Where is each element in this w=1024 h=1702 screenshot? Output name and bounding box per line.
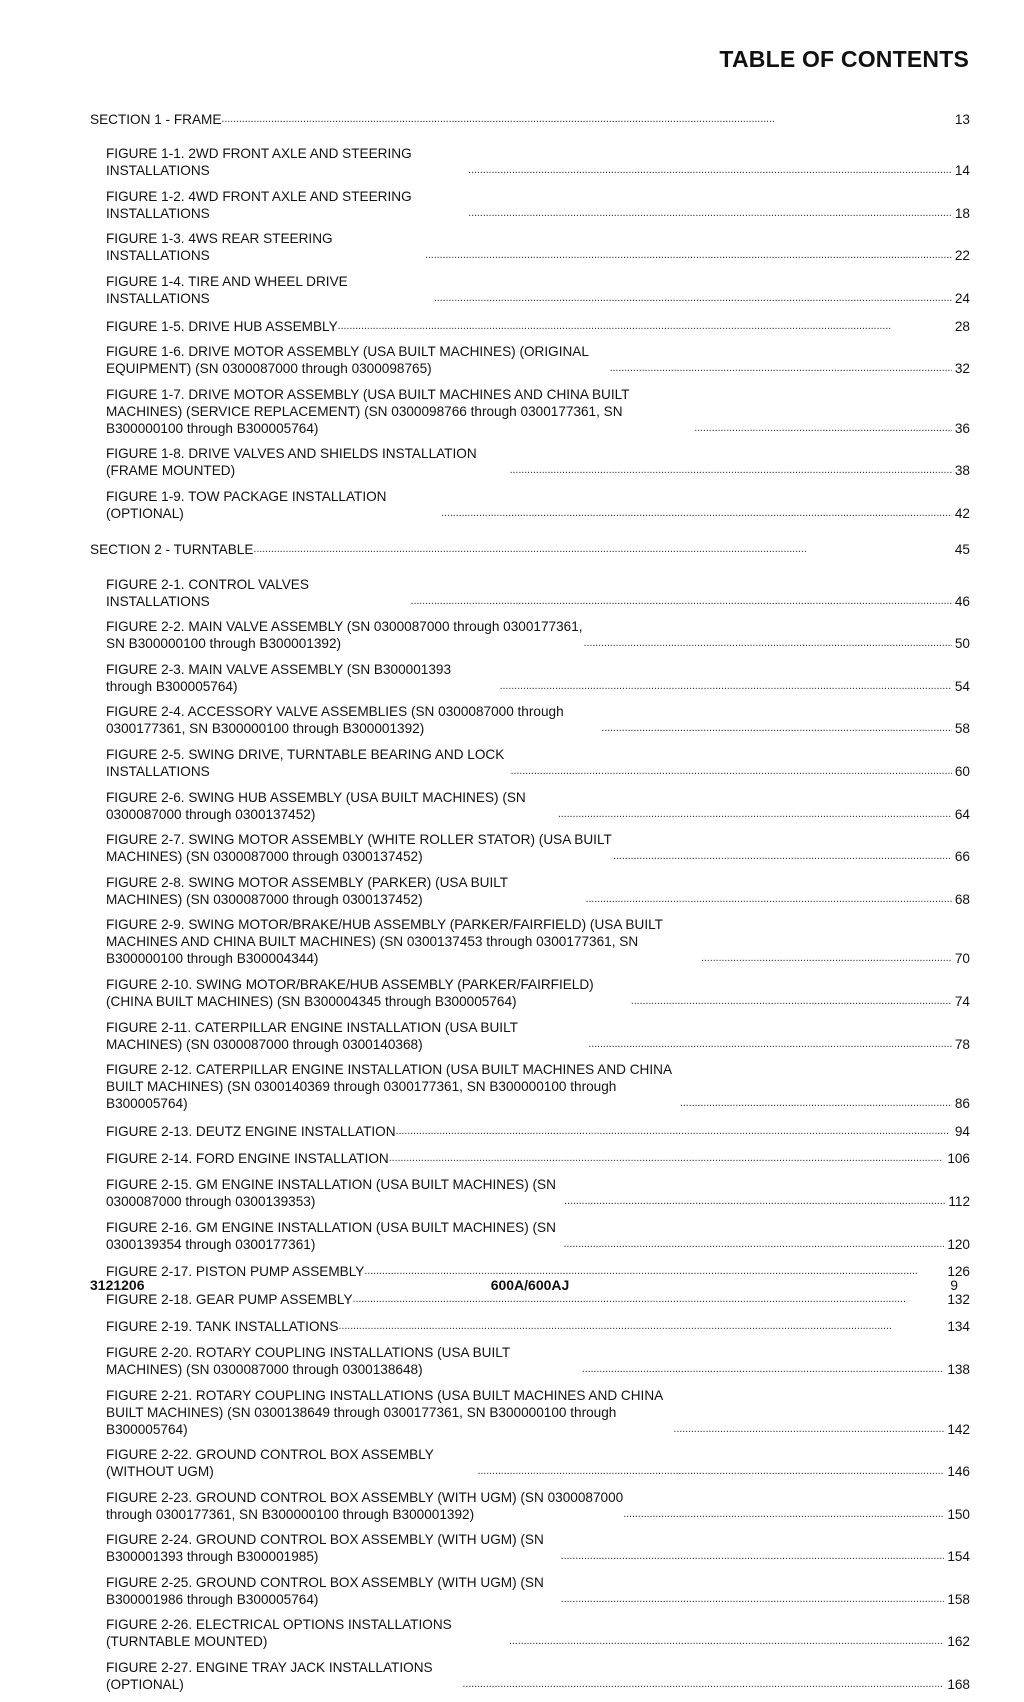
toc-page-number: 38 [954,463,970,479]
toc-entry-title: FIGURE 2-1. CONTROL VALVES INSTALLATIONS [106,576,309,609]
toc-page-number: 70 [954,951,970,967]
toc-page-number: 150 [947,1506,970,1522]
toc-page-number: 158 [947,1591,970,1607]
dot-leader [500,676,952,695]
toc-page-number: 146 [947,1464,970,1480]
dot-leader [564,1191,945,1210]
toc-figure-entry[interactable] [90,1446,970,1480]
toc-figure-entry[interactable] [90,976,970,1010]
toc-entry-title: FIGURE 2-14. FORD ENGINE INSTALLATION [106,1151,389,1167]
dot-leader [511,761,952,780]
toc-entry-title: FIGURE 1-4. TIRE AND WHEEL DRIVE INSTALLATIONS [106,274,348,307]
toc-page-number: 28 [954,318,970,334]
toc-page-number: 58 [954,721,970,737]
toc-figure-entry[interactable] [90,874,970,908]
dot-leader [585,889,951,908]
toc-page-number: 50 [954,636,970,652]
toc-section-entry[interactable] [90,539,970,558]
toc-page-number: 86 [954,1096,970,1112]
toc-page-number: 18 [954,205,970,221]
toc-entry-title: FIGURE 2-17. PISTON PUMP ASSEMBLY [106,1264,365,1280]
toc-page-number: 142 [947,1421,970,1437]
toc-figure-entry[interactable] [90,789,970,823]
dot-leader [468,160,952,179]
toc-entry-title: FIGURE 2-9. SWING MOTOR/BRAKE/HUB ASSEMBLY (PARKER/FAIRFIELD) (USA BUILT MACHINES AND CHINA BUILT MACHINES) (SN 0300137453 through 0300177361, SN B300000100 through B300004344) [106,917,663,967]
toc-entry-title: FIGURE 1-3. 4WS REAR STEERING INSTALLATIONS [106,231,333,264]
dot-leader [434,288,952,307]
dot-leader [221,109,951,128]
dot-leader [623,1504,944,1523]
dot-leader [610,358,952,377]
toc-entry-title: FIGURE 2-2. MAIN VALVE ASSEMBLY (SN 0300087000 through 0300177361, SN B300000100 through B300001392) [106,619,583,652]
toc-figure-entry[interactable] [90,445,970,479]
toc-figure-entry[interactable] [90,1176,970,1210]
toc-entry-title: FIGURE 2-16. GM ENGINE INSTALLATION (USA BUILT MACHINES) (SN 0300139354 through 0300177361) [106,1219,556,1252]
toc-figure-entry[interactable] [90,1387,970,1438]
toc-page-number: 94 [954,1123,970,1139]
toc-page-number: 154 [947,1549,970,1565]
toc-figure-entry[interactable] [90,576,970,610]
toc-entry-title: FIGURE 2-20. ROTARY COUPLING INSTALLATIONS (USA BUILT MACHINES) (SN 0300087000 through 0300138648) [106,1344,510,1377]
toc-figure-entry[interactable] [90,661,970,695]
dot-leader [441,503,952,522]
toc-page-number: 74 [954,993,970,1009]
document-number: 3121206 [90,1277,145,1293]
dot-leader [631,991,952,1010]
toc-entry-title: FIGURE 2-27. ENGINE TRAY JACK INSTALLATIONS (OPTIONAL) [106,1660,433,1693]
toc-entry-title: FIGURE 1-8. DRIVE VALVES AND SHIELDS INSTALLATION (FRAME MOUNTED) [106,446,477,479]
toc-figure-entry[interactable] [90,703,970,737]
toc-entry-title: FIGURE 2-4. ACCESSORY VALVE ASSEMBLIES (SN 0300087000 through 0300177361, SN B300000100 through B300001392) [106,704,564,737]
toc-entry-title: FIGURE 2-18. GEAR PUMP ASSEMBLY [106,1291,353,1307]
toc-entry-title: FIGURE 1-1. 2WD FRONT AXLE AND STEERING INSTALLATIONS [106,146,412,179]
dot-leader [253,539,951,558]
toc-page-number: 106 [947,1151,970,1167]
dot-leader [509,1631,944,1650]
dot-leader [673,1419,944,1438]
dot-leader [561,1589,945,1608]
page-number: 9 [950,1277,958,1293]
toc-entry-title: FIGURE 1-2. 4WD FRONT AXLE AND STEERING INSTALLATIONS [106,188,412,221]
toc-page-number: 14 [954,163,970,179]
toc-page-number: 22 [954,248,970,264]
toc-entry-title: FIGURE 1-7. DRIVE MOTOR ASSEMBLY (USA BUILT MACHINES AND CHINA BUILT MACHINES) (SERVICE REPLACEMENT) (SN 0300098766 through 0300177361, SN B300000100 through B300005764) [106,386,630,436]
toc-figure-entry[interactable] [90,916,970,967]
toc-entry-title: FIGURE 2-21. ROTARY COUPLING INSTALLATIONS (USA BUILT MACHINES AND CHINA BUILT MACHINES) (SN 0300138649 through 0300177361, SN B300000100 through B300005764) [106,1387,663,1437]
toc-entry-title: FIGURE 2-22. GROUND CONTROL BOX ASSEMBLY (WITHOUT UGM) [106,1447,434,1480]
dot-leader [468,203,952,222]
dot-leader [701,948,952,967]
toc-figure-entry[interactable] [90,1574,970,1608]
toc-page-number: 138 [947,1361,970,1377]
toc-entry-title: FIGURE 2-19. TANK INSTALLATIONS [106,1319,339,1335]
dot-leader [338,316,952,335]
dot-leader [582,1359,945,1378]
toc-entry-title: FIGURE 2-8. SWING MOTOR ASSEMBLY (PARKER) (USA BUILT MACHINES) (SN 0300087000 through 0300137452) [106,874,508,907]
toc-entry-title: SECTION 2 - TURNTABLE [90,542,254,558]
dot-leader [680,1093,952,1112]
toc-entry-title: FIGURE 2-7. SWING MOTOR ASSEMBLY (WHITE ROLLER STATOR) (USA BUILT MACHINES) (SN 0300087000 through 0300137452) [106,832,612,865]
toc-page-number: 132 [947,1291,970,1307]
toc-figure-entry[interactable] [90,1531,970,1565]
dot-leader [558,804,952,823]
toc-page-number: 66 [954,849,970,865]
toc-figure-entry[interactable] [90,1659,970,1693]
toc-page-number: 42 [954,506,970,522]
toc-page-number: 64 [954,806,970,822]
toc-figure-entry[interactable] [90,1219,970,1253]
toc-entry-title: FIGURE 2-23. GROUND CONTROL BOX ASSEMBLY (WITH UGM) (SN 0300087000 through 0300177361, SN B300000100 through B300001392) [106,1489,624,1522]
toc-figure-entry[interactable] [90,1121,970,1140]
toc-figure-entry[interactable] [90,1316,970,1335]
toc-entry-title: FIGURE 2-13. DEUTZ ENGINE INSTALLATION [106,1123,396,1139]
toc-figure-entry[interactable] [90,188,970,222]
dot-leader [477,1461,944,1480]
toc-figure-entry[interactable] [90,746,970,780]
toc-figure-entry[interactable] [90,1489,970,1523]
toc-figure-entry[interactable] [90,618,970,652]
toc-entry-title: FIGURE 2-12. CATERPILLAR ENGINE INSTALLATION (USA BUILT MACHINES AND CHINA BUILT MACHINES) (SN 0300140369 through 0300177361, SN B300000100 through B300005764) [106,1062,672,1112]
toc-figure-entry[interactable] [90,1344,970,1378]
toc-page-number: 24 [954,291,970,307]
dot-leader [389,1148,945,1167]
toc-entry-title: FIGURE 2-25. GROUND CONTROL BOX ASSEMBLY (WITH UGM) (SN B300001986 through B300005764) [106,1574,544,1607]
dot-leader [425,245,952,264]
dot-leader [613,846,952,865]
toc-figure-entry[interactable] [90,145,970,179]
dot-leader [510,460,952,479]
toc-figure-entry[interactable] [90,343,970,377]
dot-leader [564,1234,945,1253]
toc-page-number: 36 [954,420,970,436]
toc-figure-entry[interactable] [90,316,970,335]
toc-entry-title: FIGURE 2-6. SWING HUB ASSEMBLY (USA BUILT MACHINES) (SN 0300087000 through 0300137452) [106,789,526,822]
toc-figure-entry[interactable] [90,488,970,522]
toc-page-number: 54 [954,678,970,694]
dot-leader [462,1674,944,1693]
dot-leader [694,418,952,437]
toc-figure-entry[interactable] [90,386,970,437]
toc-entry-title: FIGURE 2-24. GROUND CONTROL BOX ASSEMBLY (WITH UGM) (SN B300001393 through B300001985) [106,1532,544,1565]
dot-leader [561,1546,945,1565]
toc-page-number: 162 [947,1634,970,1650]
dot-leader [396,1121,952,1140]
dot-leader [584,633,952,652]
model-name: 600A/600AJ [490,1277,570,1293]
toc-page-number: 13 [954,112,970,127]
toc-figure-entry[interactable] [90,1019,970,1053]
toc-entry-title: FIGURE 2-5. SWING DRIVE, TURNTABLE BEARING AND LOCK INSTALLATIONS [106,747,505,780]
toc-figure-entry[interactable] [90,230,970,264]
toc-entry-title: FIGURE 2-11. CATERPILLAR ENGINE INSTALLATION (USA BUILT MACHINES) (SN 0300087000 through 0300140368) [106,1019,518,1052]
toc-figure-entry[interactable] [90,273,970,307]
toc-entry-title: FIGURE 1-5. DRIVE HUB ASSEMBLY [106,318,338,334]
toc-page-number: 120 [947,1236,970,1252]
toc-figure-entry[interactable] [90,1148,970,1167]
toc-page-number: 78 [954,1036,970,1052]
toc-figure-entry[interactable] [90,831,970,865]
toc-entry-title: FIGURE 2-10. SWING MOTOR/BRAKE/HUB ASSEMBLY (PARKER/FAIRFIELD) (CHINA BUILT MACHINES) (SN B300004345 through B300005764) [106,976,594,1009]
table-of-contents [90,109,970,1702]
dot-leader [601,718,952,737]
dot-leader [411,591,952,610]
toc-page-number: 112 [948,1193,970,1209]
toc-page-number: 32 [954,361,970,377]
dot-leader [588,1034,952,1053]
toc-page-number: 68 [954,891,970,907]
toc-page-number: 46 [954,593,970,609]
dot-leader [338,1316,944,1335]
toc-page-number: 60 [954,764,970,780]
toc-entry-title: FIGURE 2-3. MAIN VALVE ASSEMBLY (SN B300001393 through B300005764) [106,661,452,694]
toc-page-number: 168 [947,1677,970,1693]
toc-entry-title: FIGURE 1-9. TOW PACKAGE INSTALLATION (OPTIONAL) [106,489,387,522]
toc-page-number: 126 [947,1264,970,1280]
toc-entry-title: SECTION 1 - FRAME [90,112,222,127]
toc-page-number: 45 [954,542,970,558]
toc-page-number: 134 [947,1319,970,1335]
toc-entry-title: FIGURE 2-15. GM ENGINE INSTALLATION (USA BUILT MACHINES) (SN 0300087000 through 0300139353) [106,1176,556,1209]
toc-figure-entry[interactable] [90,1061,970,1112]
toc-entry-title: FIGURE 2-26. ELECTRICAL OPTIONS INSTALLATIONS (TURNTABLE MOUNTED) [106,1617,452,1650]
toc-section-entry[interactable] [90,109,970,128]
toc-figure-entry[interactable] [90,1616,970,1650]
toc-entry-title: FIGURE 1-6. DRIVE MOTOR ASSEMBLY (USA BUILT MACHINES) (ORIGINAL EQUIPMENT) (SN 0300087000 through 0300098765) [106,344,589,377]
page-title: TABLE OF CONTENTS [719,46,969,72]
